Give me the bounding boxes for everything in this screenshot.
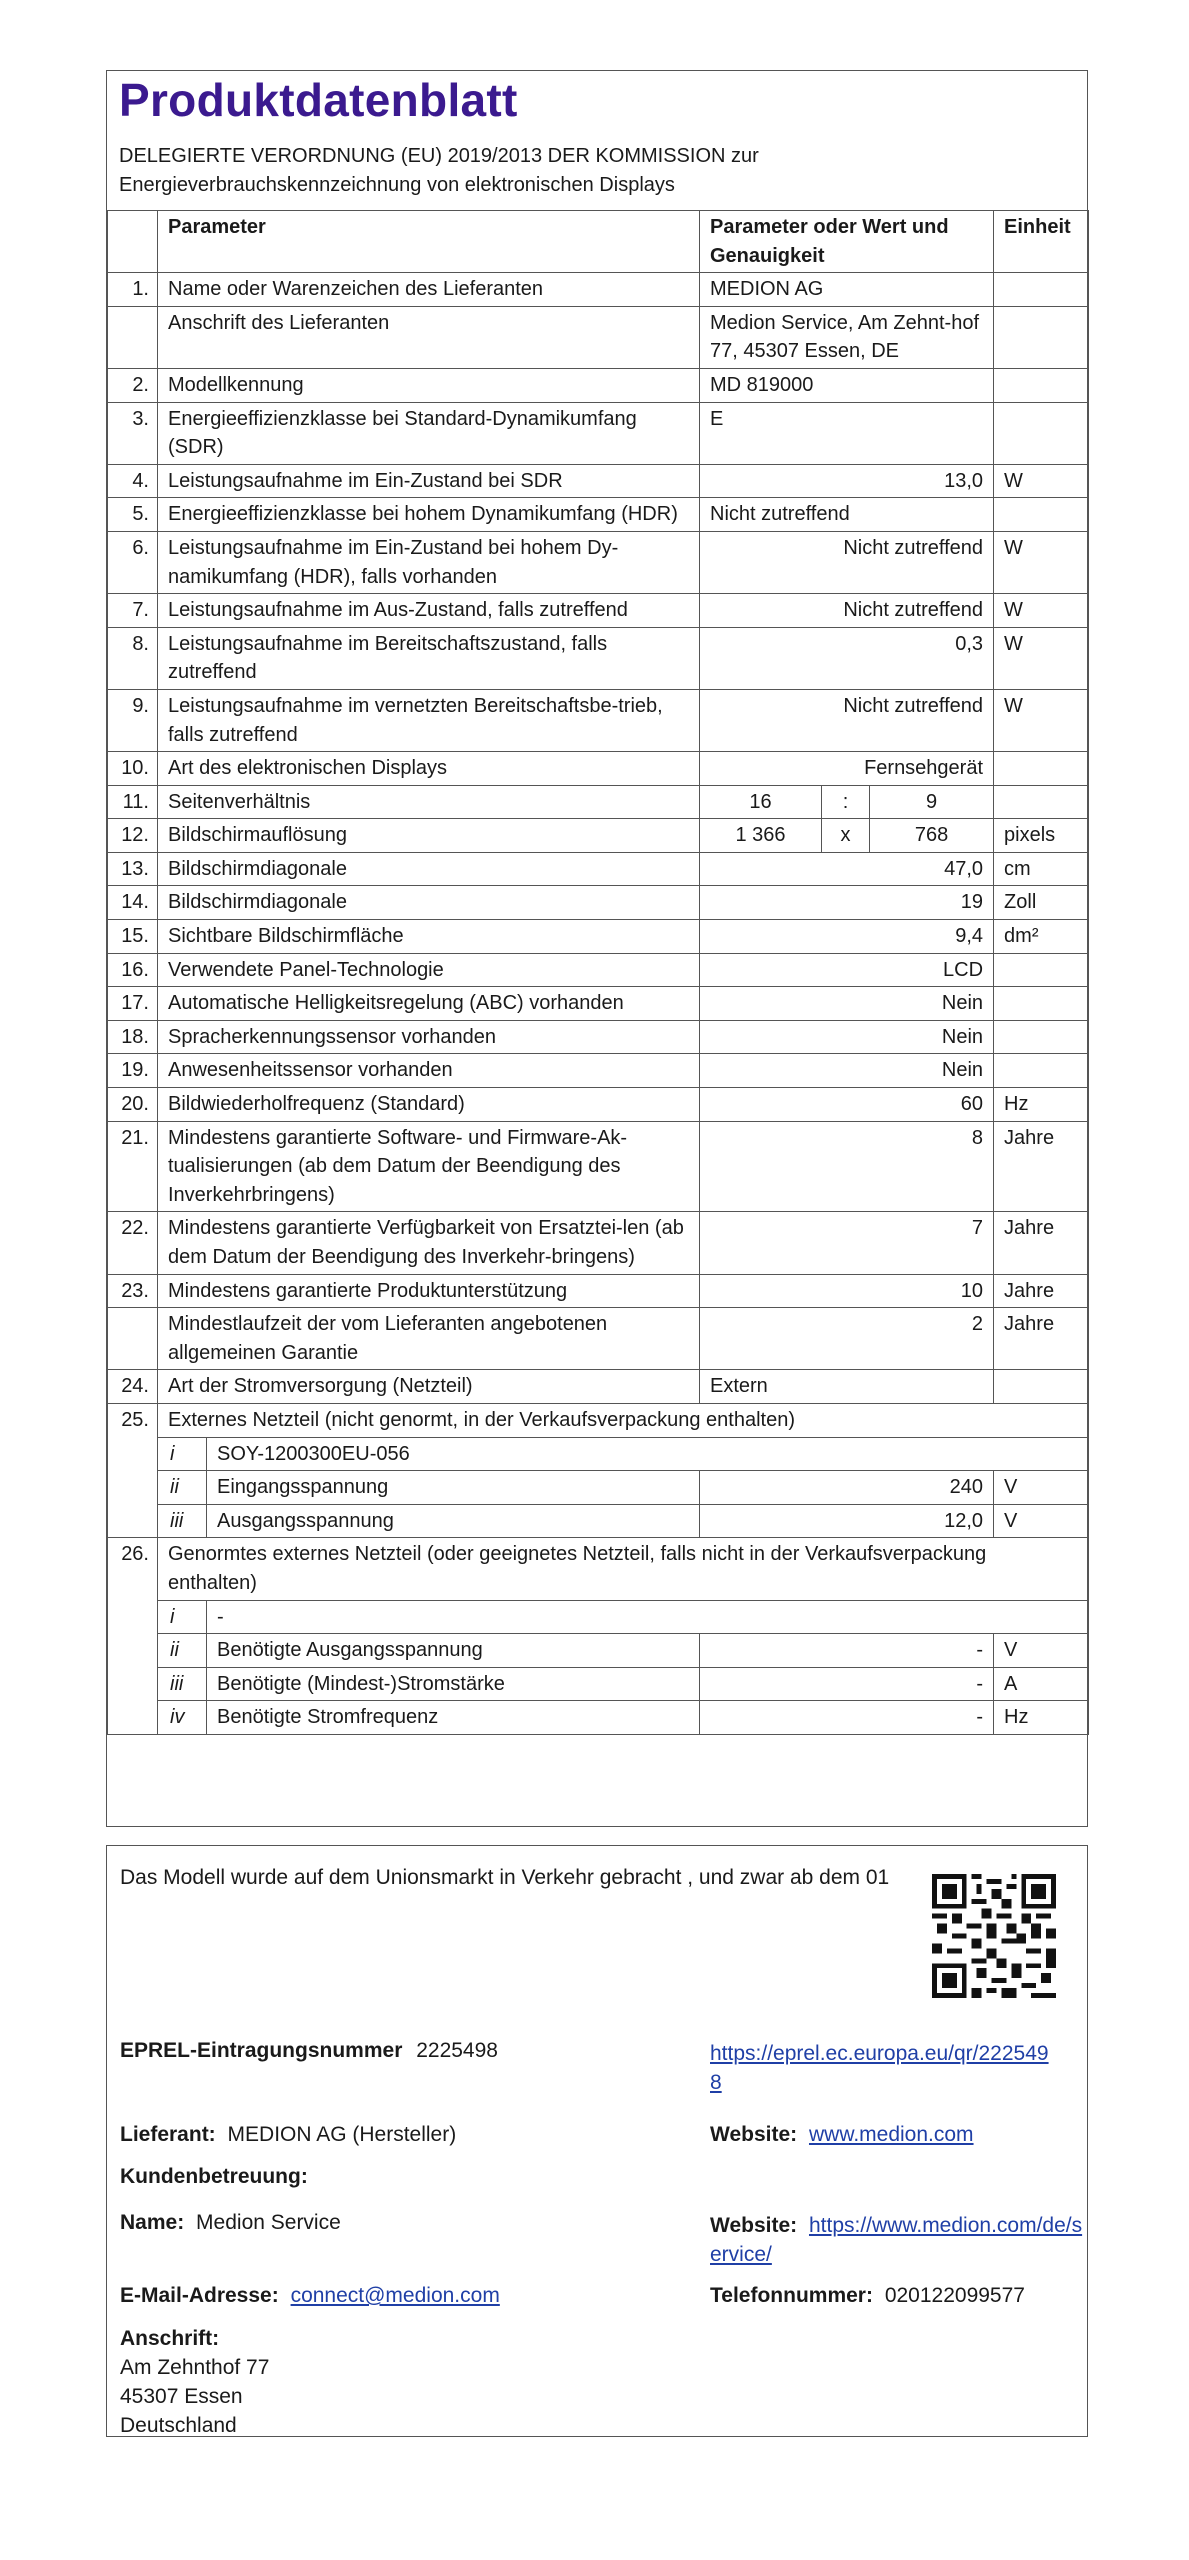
row-number: 24. <box>108 1370 158 1404</box>
table-row <box>108 987 1089 1021</box>
row-value: Nein <box>700 987 994 1021</box>
row-value: E <box>700 402 994 464</box>
row-number: 12. <box>108 819 158 853</box>
psu-parameter: Benötigte (Mindest-)Stromstärke <box>207 1667 700 1701</box>
row-value: Nicht zutreffend <box>700 531 994 593</box>
email-row <box>120 2284 500 2308</box>
table-row <box>108 531 1089 593</box>
row-value: 13,0 <box>700 464 994 498</box>
psu-unit: V <box>994 1471 1089 1505</box>
website-row <box>710 2123 974 2147</box>
table-row <box>108 1212 1089 1274</box>
row-value: 10 <box>700 1274 994 1308</box>
row-unit <box>994 498 1089 532</box>
row-unit: pixels <box>994 819 1089 853</box>
row-value: MEDION AG <box>700 273 994 307</box>
supplier-value: MEDION AG (Hersteller) <box>227 2123 457 2146</box>
row-number: 18. <box>108 1020 158 1054</box>
row-parameter: Mindestens garantierte Software- und Firmware-Ak-tualisierungen (ab dem Datum der Beendigung des Inverkehrbringens) <box>158 1121 700 1212</box>
row-number: 17. <box>108 987 158 1021</box>
row-unit: Jahre <box>994 1212 1089 1274</box>
psu-sub-index: i <box>158 1600 207 1634</box>
header-value: Parameter oder Wert und Genauigkeit <box>700 211 994 273</box>
row-unit <box>994 953 1089 987</box>
header-parameter: Parameter <box>158 211 700 273</box>
row-unit: W <box>994 531 1089 593</box>
name-label: Name: <box>120 2211 185 2234</box>
row-unit <box>994 368 1089 402</box>
phone-row <box>710 2284 1025 2308</box>
address-block <box>120 2324 269 2440</box>
psu-row <box>108 1634 1089 1668</box>
row-value: Nein <box>700 1020 994 1054</box>
row-number: 10. <box>108 752 158 786</box>
table-row <box>108 594 1089 628</box>
row-value-part: 9 <box>870 785 994 819</box>
row-parameter: Leistungsaufnahme im Bereitschaftszustand, falls zutreffend <box>158 627 700 689</box>
psu-value: 12,0 <box>700 1504 994 1538</box>
row-number: 2. <box>108 368 158 402</box>
row-parameter: Sichtbare Bildschirmfläche <box>158 920 700 954</box>
row-value: 7 <box>700 1212 994 1274</box>
psu-unit: A <box>994 1667 1089 1701</box>
row-unit: Jahre <box>994 1308 1089 1370</box>
psu-model: - <box>207 1600 1089 1634</box>
row-number: 14. <box>108 886 158 920</box>
row-number: 25. <box>108 1403 158 1537</box>
row-value: Medion Service, Am Zehnt-hof 77, 45307 Essen, DE <box>700 306 994 368</box>
psu-row <box>108 1504 1089 1538</box>
table-header-row <box>108 211 1089 273</box>
row-parameter: Automatische Helligkeitsregelung (ABC) vorhanden <box>158 987 700 1021</box>
row-number: 3. <box>108 402 158 464</box>
row-parameter: Bildschirmdiagonale <box>158 886 700 920</box>
row-parameter: Energieeffizienzklasse bei Standard-Dynamikumfang (SDR) <box>158 402 700 464</box>
psu-value: - <box>700 1634 994 1668</box>
row-value: 19 <box>700 886 994 920</box>
row-parameter: Anschrift des Lieferanten <box>158 306 700 368</box>
psu-header-row <box>108 1403 1089 1437</box>
row-value: 60 <box>700 1088 994 1122</box>
table-row <box>108 689 1089 751</box>
row-number: 15. <box>108 920 158 954</box>
row-number: 7. <box>108 594 158 628</box>
row-value-part: 16 <box>700 785 822 819</box>
row-parameter: Seitenverhältnis <box>158 785 700 819</box>
row-value-separator: : <box>822 785 870 819</box>
table-row <box>108 752 1089 786</box>
table-row <box>108 306 1089 368</box>
row-value-separator: x <box>822 819 870 853</box>
email-link[interactable]: connect@medion.com <box>290 2284 500 2307</box>
row-unit <box>994 987 1089 1021</box>
row-parameter: Art des elektronischen Displays <box>158 752 700 786</box>
psu-row <box>108 1701 1089 1735</box>
name-value: Medion Service <box>196 2211 341 2234</box>
product-datasheet <box>106 70 1088 1827</box>
psu-sub-index: iii <box>158 1667 207 1701</box>
psu-row <box>108 1600 1089 1634</box>
psu-sub-index: ii <box>158 1634 207 1668</box>
row-unit: Jahre <box>994 1274 1089 1308</box>
row-unit <box>994 785 1089 819</box>
psu-label: Externes Netzteil (nicht genormt, in der Verkaufsverpackung enthalten) <box>158 1403 1089 1437</box>
row-unit <box>994 752 1089 786</box>
row-number: 1. <box>108 273 158 307</box>
row-value: 0,3 <box>700 627 994 689</box>
parameter-table <box>107 210 1089 1735</box>
table-row <box>108 498 1089 532</box>
customer-service-heading: Kundenbetreuung: <box>120 2165 308 2188</box>
row-unit <box>994 1054 1089 1088</box>
psu-model: SOY-1200300EU-056 <box>207 1437 1089 1471</box>
row-unit <box>994 1020 1089 1054</box>
row-value-part: 768 <box>870 819 994 853</box>
table-row <box>108 785 1089 819</box>
row-number: 4. <box>108 464 158 498</box>
row-parameter: Art der Stromversorgung (Netzteil) <box>158 1370 700 1404</box>
psu-label: Genormtes externes Netzteil (oder geeignetes Netzteil, falls nicht in der Verkaufsverpackung enthalten) <box>158 1538 1089 1600</box>
psu-parameter: Benötigte Stromfrequenz <box>207 1701 700 1735</box>
row-number: 6. <box>108 531 158 593</box>
row-unit <box>994 402 1089 464</box>
table-row <box>108 953 1089 987</box>
row-unit: Jahre <box>994 1121 1089 1212</box>
row-parameter: Anwesenheitssensor vorhanden <box>158 1054 700 1088</box>
row-parameter: Name oder Warenzeichen des Lieferanten <box>158 273 700 307</box>
table-row <box>108 886 1089 920</box>
table-row <box>108 1121 1089 1212</box>
row-number <box>108 306 158 368</box>
row-number: 8. <box>108 627 158 689</box>
service-website-link[interactable]: https://www.medion.com/de/service/ <box>710 2214 1083 2266</box>
service-website-row <box>710 2211 1085 2269</box>
row-number: 26. <box>108 1538 158 1735</box>
psu-row <box>108 1471 1089 1505</box>
row-parameter: Leistungsaufnahme im Ein-Zustand bei SDR <box>158 464 700 498</box>
table-row <box>108 1308 1089 1370</box>
row-unit: W <box>994 464 1089 498</box>
row-parameter: Mindestlaufzeit der vom Lieferanten angebotenen allgemeinen Garantie <box>158 1308 700 1370</box>
address-line: Deutschland <box>120 2414 237 2437</box>
table-row <box>108 627 1089 689</box>
row-number: 19. <box>108 1054 158 1088</box>
email-label: E-Mail-Adresse: <box>120 2284 279 2307</box>
row-unit: W <box>994 689 1089 751</box>
phone-value: 020122099577 <box>884 2284 1025 2307</box>
row-unit: Hz <box>994 1088 1089 1122</box>
psu-header-row <box>108 1538 1089 1600</box>
table-row <box>108 920 1089 954</box>
row-number: 23. <box>108 1274 158 1308</box>
row-value: Fernsehgerät <box>700 752 994 786</box>
table-row <box>108 852 1089 886</box>
website-link[interactable]: www.medion.com <box>808 2123 974 2146</box>
table-row <box>108 464 1089 498</box>
row-unit: dm² <box>994 920 1089 954</box>
row-parameter: Mindestens garantierte Verfügbarkeit von Ersatztei-len (ab dem Datum der Beendigung des Inverkehr-bringens) <box>158 1212 700 1274</box>
row-number: 11. <box>108 785 158 819</box>
psu-value: - <box>700 1667 994 1701</box>
phone-label: Telefonnummer: <box>710 2284 873 2307</box>
psu-parameter: Eingangsspannung <box>207 1471 700 1505</box>
supplier-info-box <box>106 1845 1088 2437</box>
qr-code-icon[interactable] <box>932 1874 1056 1998</box>
psu-row <box>108 1437 1089 1471</box>
page-title: Produktdatenblatt <box>119 74 518 126</box>
table-row <box>108 1020 1089 1054</box>
row-number <box>108 1308 158 1370</box>
row-parameter: Mindestens garantierte Produktunterstützung <box>158 1274 700 1308</box>
row-unit: cm <box>994 852 1089 886</box>
supplier-label: Lieferant: <box>120 2123 216 2146</box>
table-row <box>108 819 1089 853</box>
psu-unit: V <box>994 1634 1089 1668</box>
row-parameter: Energieeffizienzklasse bei hohem Dynamikumfang (HDR) <box>158 498 700 532</box>
row-value: Nicht zutreffend <box>700 689 994 751</box>
row-number: 13. <box>108 852 158 886</box>
psu-sub-index: ii <box>158 1471 207 1505</box>
market-placement-text: Das Modell wurde auf dem Unionsmarkt in Verkehr gebracht , und zwar ab dem 01 <box>120 1866 890 1889</box>
psu-value: 240 <box>700 1471 994 1505</box>
psu-sub-index: iv <box>158 1701 207 1735</box>
psu-sub-index: i <box>158 1437 207 1471</box>
table-row <box>108 1054 1089 1088</box>
row-value: 8 <box>700 1121 994 1212</box>
service-name-row <box>120 2211 341 2235</box>
address-label: Anschrift: <box>120 2327 220 2350</box>
row-number: 21. <box>108 1121 158 1212</box>
row-parameter: Modellkennung <box>158 368 700 402</box>
row-parameter: Leistungsaufnahme im vernetzten Bereitschaftsbe-trieb, falls zutreffend <box>158 689 700 751</box>
row-unit: Zoll <box>994 886 1089 920</box>
psu-unit: Hz <box>994 1701 1089 1735</box>
row-value-part: 1 366 <box>700 819 822 853</box>
row-parameter: Leistungsaufnahme im Aus-Zustand, falls zutreffend <box>158 594 700 628</box>
table-row <box>108 402 1089 464</box>
row-value: Nein <box>700 1054 994 1088</box>
row-number: 20. <box>108 1088 158 1122</box>
row-value: LCD <box>700 953 994 987</box>
regulation-subtitle: DELEGIERTE VERORDNUNG (EU) 2019/2013 DER KOMMISSION zur Energieverbrauchskennzeichnung von elektronischen Displays <box>119 145 759 196</box>
row-parameter: Bildschirmauflösung <box>158 819 700 853</box>
address-line: Am Zehnthof 77 <box>120 2356 270 2379</box>
row-unit: W <box>994 627 1089 689</box>
table-row <box>108 1274 1089 1308</box>
psu-parameter: Ausgangsspannung <box>207 1504 700 1538</box>
psu-unit: V <box>994 1504 1089 1538</box>
row-value: MD 819000 <box>700 368 994 402</box>
row-value: Extern <box>700 1370 994 1404</box>
row-parameter: Bildwiederholfrequenz (Standard) <box>158 1088 700 1122</box>
header-number <box>108 211 158 273</box>
service-website-label: Website: <box>710 2214 798 2237</box>
table-row <box>108 1088 1089 1122</box>
row-value: 9,4 <box>700 920 994 954</box>
row-number: 16. <box>108 953 158 987</box>
row-value: Nicht zutreffend <box>700 594 994 628</box>
table-row <box>108 273 1089 307</box>
supplier-row <box>120 2123 456 2147</box>
table-row <box>108 368 1089 402</box>
row-unit <box>994 306 1089 368</box>
psu-sub-index: iii <box>158 1504 207 1538</box>
row-number: 9. <box>108 689 158 751</box>
row-number: 22. <box>108 1212 158 1274</box>
row-value: 2 <box>700 1308 994 1370</box>
row-unit: W <box>994 594 1089 628</box>
row-parameter: Leistungsaufnahme im Ein-Zustand bei hohem Dy-namikumfang (HDR), falls vorhanden <box>158 531 700 593</box>
row-parameter: Verwendete Panel-Technologie <box>158 953 700 987</box>
eprel-row <box>120 2039 498 2063</box>
row-unit <box>994 1370 1089 1404</box>
row-parameter: Bildschirmdiagonale <box>158 852 700 886</box>
row-number: 5. <box>108 498 158 532</box>
psu-row <box>108 1667 1089 1701</box>
header-unit: Einheit <box>994 211 1089 273</box>
table-row <box>108 1370 1089 1404</box>
eprel-link[interactable]: https://eprel.ec.europa.eu/qr/2225498 <box>710 2042 1049 2094</box>
psu-value: - <box>700 1701 994 1735</box>
address-line: 45307 Essen <box>120 2385 243 2408</box>
row-unit <box>994 273 1089 307</box>
psu-parameter: Benötigte Ausgangsspannung <box>207 1634 700 1668</box>
eprel-number: 2225498 <box>416 2039 498 2062</box>
row-value: 47,0 <box>700 852 994 886</box>
website-label: Website: <box>710 2123 798 2146</box>
row-value: Nicht zutreffend <box>700 498 994 532</box>
eprel-label: EPREL-Eintragungsnummer <box>120 2039 403 2062</box>
row-parameter: Spracherkennungssensor vorhanden <box>158 1020 700 1054</box>
